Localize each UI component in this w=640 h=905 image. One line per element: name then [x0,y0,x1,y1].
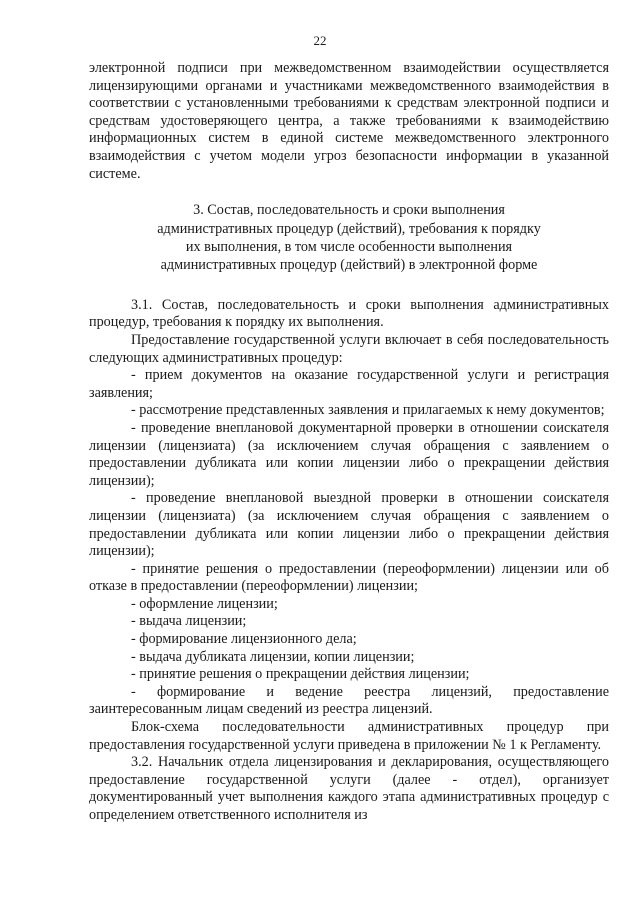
section-heading-line: их выполнения, в том числе особенности выполнения [185,238,513,255]
document-body [89,60,609,825]
list-item: - проведение внеплановой выездной проверки в отношении соискателя лицензии (лицензиата) (за исключением случая обращения с заявлением о предоставлении дубликата или копии лицензии либо о прекращении действия лицензии); [89,490,609,560]
list-item: - принятие решения о прекращении действия лицензии; [131,666,470,683]
procedure-list [89,367,609,719]
clause-3-2: 3.2. Начальник отдела лицензирования и декларирования, осуществляющего предоставление государственной услуги (далее - отдел), организует документированный учет выполнения каждого этапа административных процедур с определением ответственного исполнителя из [89,754,609,823]
list-item: - проведение внеплановой документарной проверки в отношении соискателя лицензии (лицензиата) (за исключением случая обращения с заявлением о предоставлении дубликата или копии лицензии либо о прекращении действия лицензии); [89,419,609,489]
list-item: - прием документов на оказание государственной услуги и регистрация заявления; [89,367,609,401]
page-number: 22 [313,33,327,48]
section-heading-line: административных процедур (действий), требования к порядку [157,220,541,237]
section-heading-line: административных процедур (действий) в электронной форме [160,257,538,274]
list-item: - формирование лицензионного дела; [131,631,357,648]
section-heading-line: 3. Состав, последовательность и сроки выполнения [193,202,505,219]
list-item: - принятие решения о предоставлении (переоформлении) лицензии или об отказе в предоставлении (переоформлении) лицензии; [89,560,609,595]
list-item: - оформление лицензии; [131,595,278,612]
list-item: - формирование и ведение реестра лицензий, предоставление заинтересованным лицам сведений из реестра лицензий. [89,683,609,718]
list-item: - рассмотрение представленных заявления и прилагаемых к нему документов; [131,402,605,419]
list-item: - выдача лицензии; [131,613,247,630]
block-scheme-paragraph: Блок-схема последовательности административных процедур при предоставления государственной услуги приведена в приложении № 1 к Регламенту. [89,719,609,753]
section-heading [89,201,609,275]
intro-paragraph: электронной подписи при межведомственном взаимодействии осуществляется лицензирующими органами и участниками межведомственного взаимодействия в соответствии с установленными требованиями к средствам электронной подписи и средствам удостоверяющего центра, а также требованиями к взаимодействию информационных систем в единой системе межведомственного электронного взаимодействия с учетом модели угроз безопасности информации в указанной системе. [89,60,609,182]
service-intro: Предоставление государственной услуги включает в себя последовательность следующих административных процедур: [89,331,609,366]
clause-3-1: 3.1. Состав, последовательность и сроки выполнения административных процедур, требования к порядку их выполнения. [89,296,609,331]
list-item: - выдача дубликата лицензии, копии лицензии; [131,648,415,665]
